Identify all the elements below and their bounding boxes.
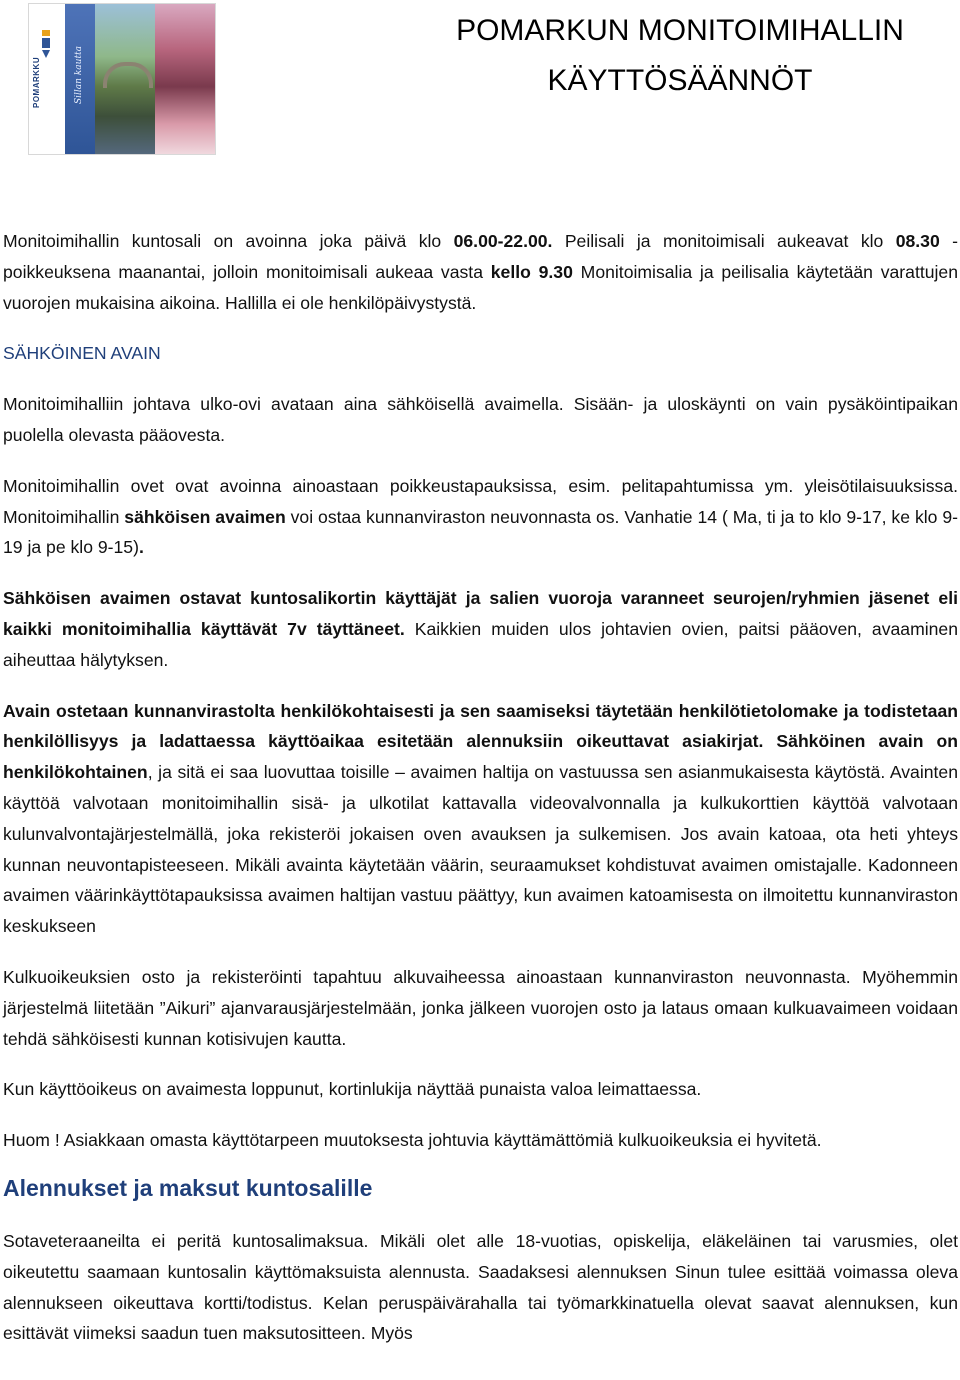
discounts-paragraph: Sotaveteraaneilta ei peritä kuntosalimaksua. Mikäli olet alle 18-vuotias, opiskelija, eläkeläinen tai varusmies, olet oikeutettu saamaan kuntosalin käyttömaksuista alennusta. Saadaksesi alennuksen Sinun tulee esittää voimassa oleva alennukseen oikeuttava kortti/todistus. Kelan peruspäivärahalla tai työmarkkinatuella olevat saavat alennuksen, kun esittävät viimeksi saadun tuen maksutositteen. Myös bbox=[3, 1230, 958, 1344]
section-heading-discounts: Alennukset ja maksut kuntosalille bbox=[3, 1174, 373, 1201]
title-line-2: KÄYTTÖSÄÄNNÖT bbox=[547, 64, 813, 97]
access-rights-paragraph: Kulkuoikeuksien osto ja rekisteröinti tapahtuu alkuvaiheessa ainoastaan kunnanviraston neuvonnasta. Myöhemmin järjestelmä liitetään ”Aikuri” ajanvarausjärjestelmään, jonka jälkeen vuorojen osto ja lataus omaan kulkuavaimeen voidaan tehdä sähköisesti kunnan kotisivujen kautta. bbox=[3, 966, 958, 1049]
note-label: Huom ! bbox=[3, 1130, 60, 1151]
bold-run: . bbox=[138, 537, 144, 558]
key-purchase-paragraph bbox=[3, 696, 958, 942]
text-run: Monitoimisalia ja peilisalia käytetään varattujen vuorojen mukaisina aikoina. Hallilla ei ole henkilöpäivystystä. bbox=[3, 261, 958, 313]
text-run: Monitoimihallin ovet ovat avoinna ainoastaan poikkeustapauksissa, esim. pelitapahtumissa ym. yleisötilaisuuksissa. Monitoimihallin bbox=[3, 475, 958, 527]
main-door-paragraph: Monitoimihalliin johtava ulko-ovi avataan aina sähköisellä avaimella. Sisään- ja uloskäynti on vain pysäköintipaikan puolella olevasta pääovesta. bbox=[3, 394, 958, 445]
bold-run: Avain ostetaan kunnanvirastolta henkilökohtaisesti ja sen saamiseksi täytetään henkilötietolomake ja todistetaan henkilöllisyys ja ladattaessa käyttöaikaa esitetään alennuksiin oikeuttavat asiakirjat. Sähköinen avain on henkilökohtainen bbox=[3, 700, 958, 783]
text-run: Asiakkaan omasta käyttötarpeen muutoksesta johtuvia käyttämättömiä kulkuoikeuksia ei hyvitetä. bbox=[63, 1130, 822, 1151]
stone-bridge-shape bbox=[103, 62, 153, 88]
logo-slogan-panel bbox=[65, 4, 95, 154]
note-paragraph bbox=[3, 1125, 958, 1156]
logo-emblem-panel bbox=[29, 4, 65, 154]
pomarkku-emblem-icon bbox=[39, 28, 53, 66]
text-run: Kaikkien muiden ulos johtavien ovien, paitsi pääoven, avaaminen aiheuttaa hälytyksen. bbox=[3, 618, 958, 670]
bold-run: 08.30 bbox=[895, 231, 940, 251]
bold-run: kello 9.30 bbox=[490, 261, 573, 282]
text-run: voi ostaa kunnanviraston neuvonnasta os. Vanhatie 14 ( Ma, ti ja to klo 9-17, ke klo 9-19 ja pe klo 9-15) bbox=[3, 506, 959, 558]
logo-wordmark: POMARKKU bbox=[32, 56, 41, 108]
document-body bbox=[3, 226, 958, 1349]
title-line-1: POMARKUN MONITOIMIHALLIN bbox=[456, 14, 904, 47]
card-reader-paragraph: Kun käyttöoikeus on avaimesta loppunut, kortinlukija näyttää punaista valoa leimattaessa. bbox=[3, 1079, 702, 1100]
logo-slogan: Sillan kautta bbox=[74, 45, 84, 104]
bold-run: sähköisen avaimen bbox=[124, 506, 286, 527]
bridge-photo bbox=[95, 4, 155, 154]
page-title bbox=[360, 6, 960, 106]
text-run: Monitoimihallin kuntosali on avoinna joka päivä klo bbox=[3, 231, 454, 251]
pomarkku-logo-banner bbox=[28, 3, 216, 155]
text-run: - poikkeuksena maanantai, jolloin monitoimisali aukeaa vasta bbox=[3, 231, 959, 282]
text-run: Peilisali ja monitoimisali aukeavat klo bbox=[552, 231, 896, 251]
flowers-photo bbox=[155, 4, 215, 154]
doors-paragraph bbox=[3, 471, 958, 563]
bold-run: Sähköisen avaimen ostavat kuntosalikortin käyttäjät ja salien vuoroja varanneet seurojen/ryhmien jäsenet eli kaikki monitoimihallia käyttävät 7v täyttäneet. bbox=[3, 588, 958, 639]
key-buyers-paragraph bbox=[3, 583, 958, 675]
text-run: , ja sitä ei saa luovuttaa toisille – avaimen haltija on vastuussa sen asianmukaisesta käytöstä. Avainten käyttöä valvotaan monitoimihallin sisä- ja ulkotilat kattavalla videovalvonnalla ja kulkukorttien käyttöä valvotaan kulunvalvontajärjestelmällä, joka rekisteröi jokaisen oven avauksen ja sulkemisen. Jos avain katoaa, ota heti yhteys kunnan neuvontapisteeseen. Mikäli avainta käytetään väärin, seuraamukset kohdistuvat avaimen omistajalle. Kadonneen avaimen väärinkäyttötapauksissa avaimen haltijan vastuu päättyy, kun avaimen katoamisesta on ilmoitettu kunnanviraston keskukseen bbox=[3, 762, 958, 937]
bold-run: 06.00-22.00. bbox=[453, 231, 553, 251]
opening-hours-paragraph bbox=[3, 226, 958, 318]
section-heading-electronic-key: SÄHKÖINEN AVAIN bbox=[3, 343, 161, 364]
